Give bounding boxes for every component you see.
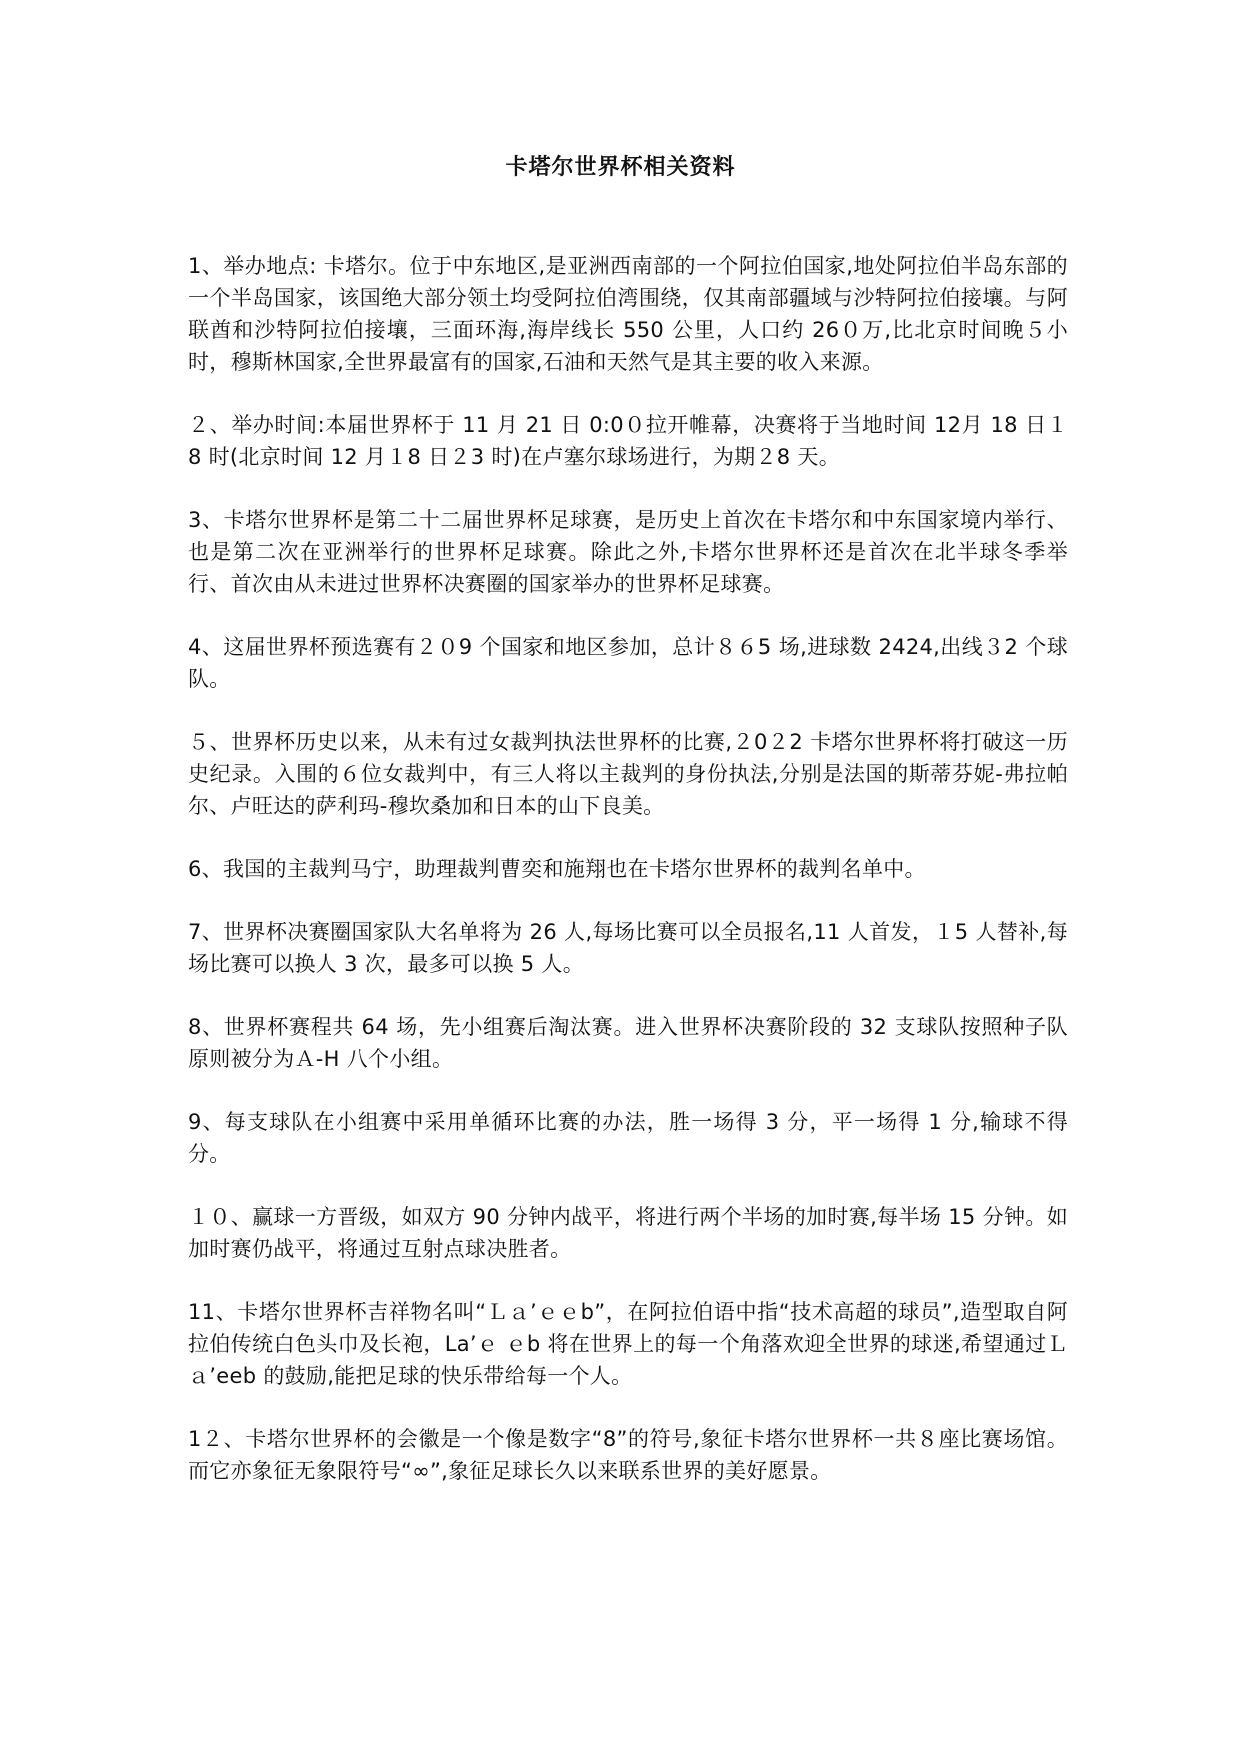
paragraph-2: ２、举办时间:本届世界杯于 11 月 21 日 0:0０拉开帷幕，决赛将于当地时间 12月 18 日１8 时(北京时间 12 月１8 日２3 时)在卢塞尔球场进行，为期２8 天。	[188, 413, 1068, 469]
paragraph-8: 8、世界杯赛程共 64 场，先小组赛后淘汰赛。进入世界杯决赛阶段的 32 支球队按照种子队原则被分为Ａ-H 八个小组。	[188, 1015, 1068, 1071]
document-title: 卡塔尔世界杯相关资料	[505, 155, 736, 180]
paragraph-5: ５、世界杯历史以来，从未有过女裁判执法世界杯的比赛,２0２2 卡塔尔世界杯将打破这一历史纪录。入围的６位女裁判中，有三人将以主裁判的身份执法,分别是法国的斯蒂芬妮-弗拉帕尔、卢旺达的萨利玛-穆坎桑加和日本的山下良美。	[188, 730, 1068, 818]
paragraph-11: 11、卡塔尔世界杯吉祥物名叫“Ｌａ’ｅｅb”，在阿拉伯语中指“技术高超的球员”,造型取自阿拉伯传统白色头巾及长袍，La’ｅ ｅb 将在世界上的每一个角落欢迎全世界的球迷,希望通过Ｌａ’eeb 的鼓励,能把足球的快乐带给每一个人。	[188, 1300, 1068, 1388]
paragraph-10: １０、赢球一方晋级，如双方 90 分钟内战平，将进行两个半场的加时赛,每半场 15 分钟。如加时赛仍战平，将通过互射点球决胜者。	[188, 1205, 1068, 1261]
paragraph-9: 9、每支球队在小组赛中采用单循环比赛的办法，胜一场得 3 分，平一场得 1 分,输球不得分。	[188, 1110, 1068, 1166]
paragraph-3: 3、卡塔尔世界杯是第二十二届世界杯足球赛，是历史上首次在卡塔尔和中东国家境内举行、也是第二次在亚洲举行的世界杯足球赛。除此之外,卡塔尔世界杯还是首次在北半球冬季举行、首次由从未进过世界杯决赛圈的国家举办的世界杯足球赛。	[188, 508, 1068, 596]
paragraph-1: 1、举办地点: 卡塔尔。位于中东地区,是亚洲西南部的一个阿拉伯国家,地处阿拉伯半岛东部的一个半岛国家，该国绝大部分领土均受阿拉伯湾围绕，仅其南部疆域与沙特阿拉伯接壤。与阿联酋和沙特阿拉伯接壤，三面环海,海岸线长 550 公里，人口约 26０万,比北京时间晚５小时，穆斯林国家,全世界最富有的国家,石油和天然气是其主要的收入来源。	[188, 254, 1068, 374]
paragraph-6: 6、我国的主裁判马宁，助理裁判曹奕和施翔也在卡塔尔世界杯的裁判名单中。	[188, 857, 926, 881]
paragraph-7: 7、世界杯决赛圈国家队大名单将为 26 人,每场比赛可以全员报名,11 人首发，１5 人替补,每场比赛可以换人 3 次，最多可以换 5 人。	[188, 920, 1068, 976]
document-body	[188, 250, 1068, 1518]
paragraph-4: 4、这届世界杯预选赛有２０9 个国家和地区参加，总计８６5 场,进球数 2424,出线３2 个球队。	[188, 635, 1068, 691]
paragraph-12: 1２、卡塔尔世界杯的会徽是一个像是数字“8”的符号,象征卡塔尔世界杯一共８座比赛场馆。而它亦象征无象限符号“∞”,象征足球长久以来联系世界的美好愿景。	[188, 1427, 1068, 1483]
